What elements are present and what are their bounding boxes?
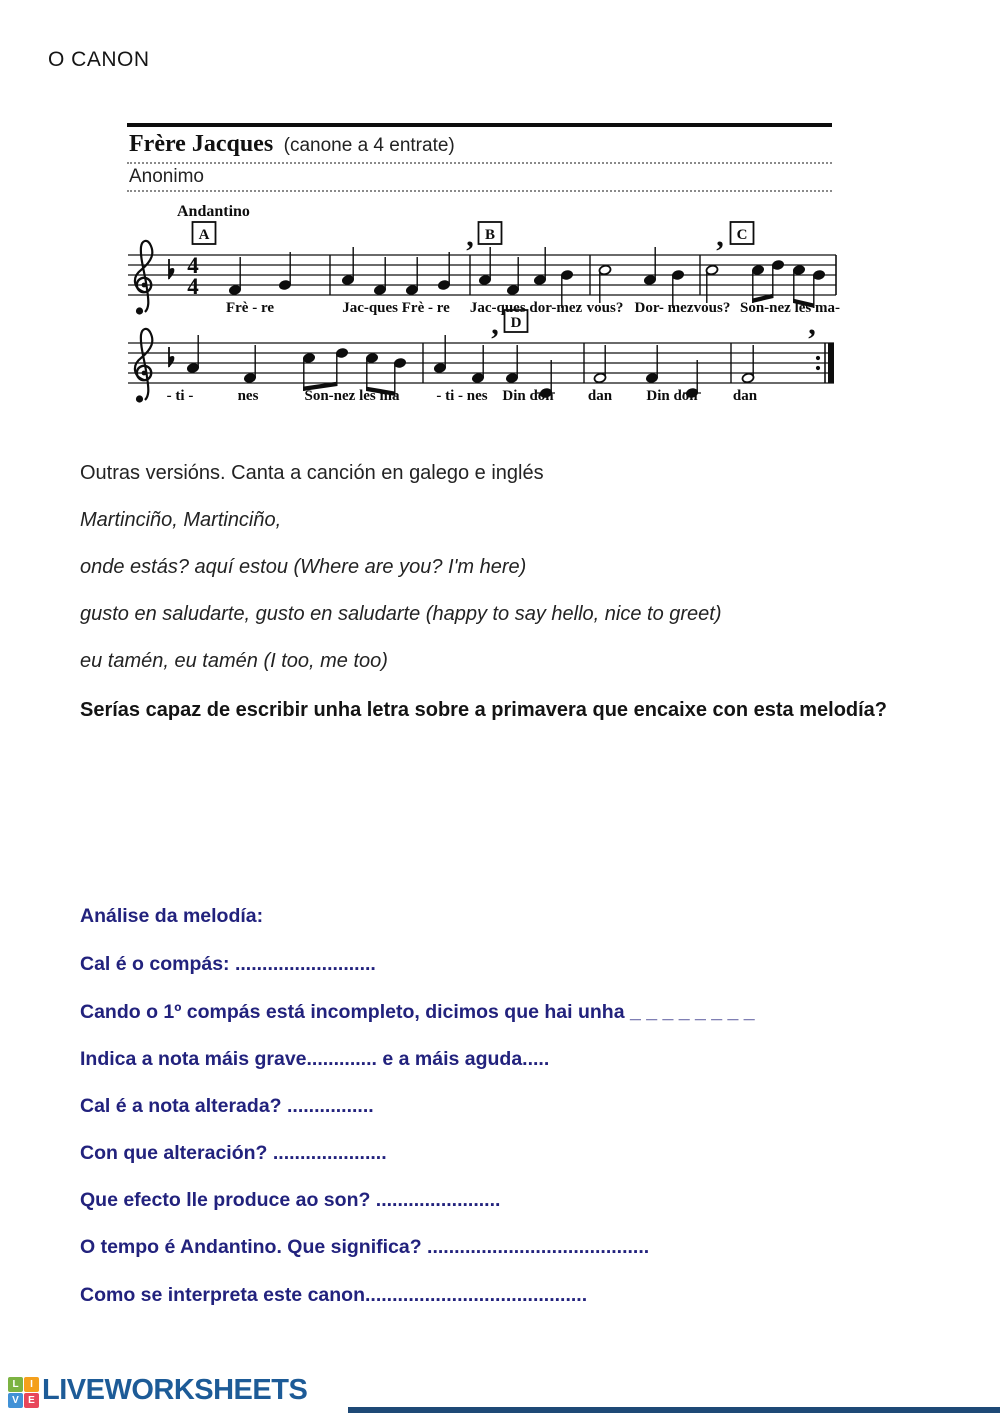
analysis-heading: Análise da melodía: <box>80 905 264 927</box>
verse-line: gusto en saludarte, gusto en saludarte (happy to say hello, nice to greet) <box>80 603 722 625</box>
treble-clef-icon <box>136 307 143 314</box>
lyric-syllable: nes <box>237 388 259 404</box>
lyric-syllable: Son-nez les ma <box>304 388 400 404</box>
verse-line: onde estás? aquí estou (Where are you? I'm here) <box>80 556 527 578</box>
lyric-syllable: dan <box>732 388 758 404</box>
analysis-question-efecto[interactable]: Que efecto lle produce ao son? ....................... <box>80 1189 501 1211</box>
staff-1 <box>128 220 840 316</box>
flat-sign-icon <box>169 356 174 366</box>
treble-clef-icon <box>135 241 152 312</box>
liveworksheets-wordmark: LIVEWORKSHEETS <box>42 1374 308 1406</box>
logo-square-i: I <box>24 1377 39 1392</box>
intro-line: Outras versións. Canta a canción en galego e inglés <box>80 462 544 484</box>
analysis-question-compas[interactable]: Cal é o compás: .......................... <box>80 953 376 975</box>
lyric-syllable: - ti - <box>166 388 194 404</box>
time-signature: 4 <box>187 253 199 278</box>
music-score <box>0 0 1000 430</box>
breath-mark: , <box>491 308 499 341</box>
breath-mark: , <box>808 308 816 341</box>
score-subtitle: (canone a 4 entrate) <box>283 135 455 156</box>
lyric-syllable: vous? <box>586 300 624 316</box>
breath-mark: , <box>716 220 724 253</box>
page-title: O CANON <box>48 48 150 71</box>
lyric-syllable: vous? <box>693 300 731 316</box>
lyric-syllable: dan <box>587 388 613 404</box>
analysis-question-grave-aguda[interactable]: Indica a nota máis grave............. e a máis aguda..... <box>80 1048 550 1070</box>
analysis-question-tempo[interactable]: O tempo é Andantino. Que significa? ......................................... <box>80 1236 650 1258</box>
liveworksheets-logo-icon <box>8 1377 39 1408</box>
rehearsal-letter: B <box>484 227 496 243</box>
logo-square-v: V <box>8 1393 23 1408</box>
staff-2 <box>128 308 834 404</box>
repeat-dot <box>816 356 820 360</box>
final-barline <box>828 343 834 383</box>
verse-line: eu tamén, eu tamén (I too, me too) <box>80 650 388 672</box>
rehearsal-letter: C <box>736 227 748 243</box>
lyric-syllable: Din don <box>646 388 698 404</box>
score-title: Frère Jacques <box>129 131 274 157</box>
repeat-dot <box>816 366 820 370</box>
logo-square-e: E <box>24 1393 39 1408</box>
lyric-syllable: Jac-ques dor-mez <box>469 300 583 316</box>
score-composer: Anonimo <box>129 166 204 187</box>
treble-clef-icon <box>135 329 152 400</box>
analysis-question-nota-alterada[interactable]: Cal é a nota alterada? ................ <box>80 1095 374 1117</box>
verse-line: Martinciño, Martinciño, <box>80 509 282 531</box>
lyric-syllable: Din don <box>502 388 554 404</box>
breath-mark: , <box>466 220 474 253</box>
bottom-bar <box>348 1407 1000 1413</box>
analysis-question-interpreta[interactable]: Como se interpreta este canon......................................... <box>80 1284 588 1306</box>
lyric-syllable: Son-nez les ma- <box>740 300 840 316</box>
rehearsal-letter: A <box>198 227 210 243</box>
analysis-question-anacrusa[interactable]: Cando o 1º compás está incompleto, dicimos que hai unha _ _ _ _ _ _ _ _ <box>80 1001 755 1023</box>
rehearsal-letter: D <box>510 315 522 331</box>
lyric-syllable: - ti - nes <box>436 388 488 404</box>
tempo-marking: Andantino <box>177 203 250 220</box>
time-signature: 4 <box>187 274 199 299</box>
logo-square-l: L <box>8 1377 23 1392</box>
treble-clef-icon <box>136 395 143 402</box>
lyric-syllable: Jac-ques Frè - re <box>342 300 450 316</box>
flat-sign-icon <box>169 268 174 278</box>
challenge-question: Serías capaz de escribir unha letra sobre a primavera que encaixe con esta melodía? <box>80 699 888 721</box>
lyric-syllable: Frè - re <box>225 300 275 316</box>
analysis-question-alteracion[interactable]: Con que alteración? ..................... <box>80 1142 387 1164</box>
lyric-syllable: Dor- mez <box>634 300 694 316</box>
